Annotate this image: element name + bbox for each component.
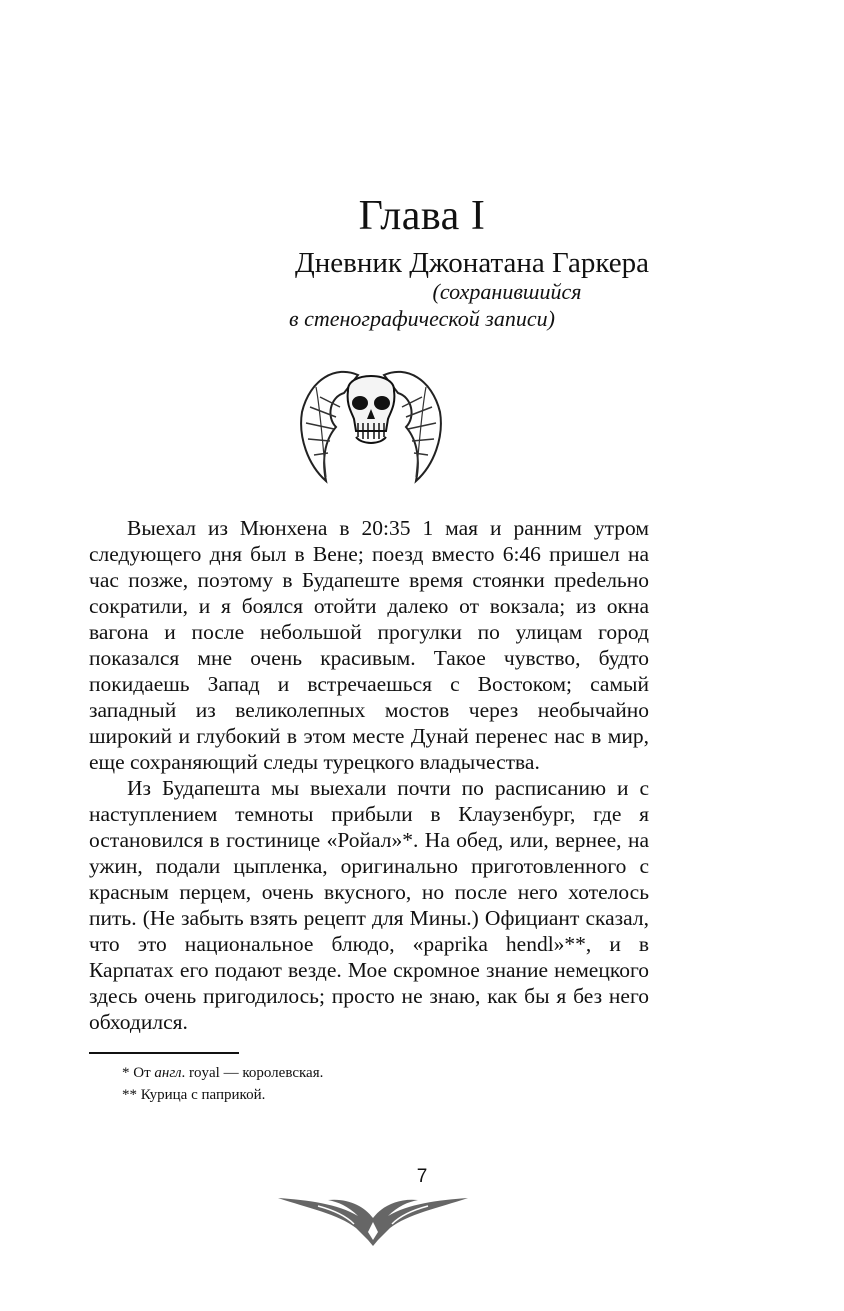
chapter-subtitle: Дневник Джонатана Гаркера xyxy=(294,247,650,279)
subtitle-note xyxy=(0,278,844,332)
winged-skull-icon xyxy=(296,357,446,487)
paragraph: Из Будапешта мы выехали почти по расписанию и с наступлением темноты прибыли в Клаузенбург, где я остановился в гостинице «Ройал»*. На обед, или, вернее, на ужин, подали цыпленка, оригинально приготовленного с красным перцем, очень вкусного, но после него хотелось пить. (Не забыть взять рецепт для Мины.) Официант сказал, что это национальное блюдо, «paprika hendl»**, и в Карпатах его подают везде. Мое скромное знание немецкого здесь очень пригодилось; просто не знаю, как бы я без него обходился. xyxy=(89,776,649,1034)
footnote-1-abbrev: англ xyxy=(154,1065,182,1081)
footnote-1 xyxy=(122,1062,323,1084)
page-number: 7 xyxy=(416,1166,428,1187)
footnotes xyxy=(122,1062,323,1106)
body-text xyxy=(89,515,649,1035)
footnote-2: ** Курица с паприкой. xyxy=(122,1087,266,1103)
subtitle-note-line-2: в стенографической записи) xyxy=(289,306,555,331)
chapter-title: Глава I xyxy=(358,193,486,239)
footnote-divider xyxy=(89,1052,239,1054)
paragraph: Выехал из Мюнхена в 20:35 1 мая и ранним утром следующего дня был в Вене; поезд вместо 6:46 пришел на час позже, поэтому в Будапеште время стоянки преdельно сократили, и я боялся отойти далеко от вокзала; из окна вагона и после небольшой прогулки по улицам город показался мне очень красивым. Такое чувство, будто покидаешь Запад и встречаешься с Востоком; самый западный из великолепных мостов через необычайно широкий и глубокий в этом месте Дунай перенес нас в мир, еще сохраняющий следы турецкого владычества. xyxy=(89,516,649,774)
subtitle-note-line-1: (сохранившийся xyxy=(432,279,582,304)
footnote-1-prefix: * От xyxy=(122,1065,155,1081)
tribal-ornament-icon xyxy=(278,1188,468,1248)
footnote-1-text: . royal — королевская. xyxy=(181,1065,324,1081)
